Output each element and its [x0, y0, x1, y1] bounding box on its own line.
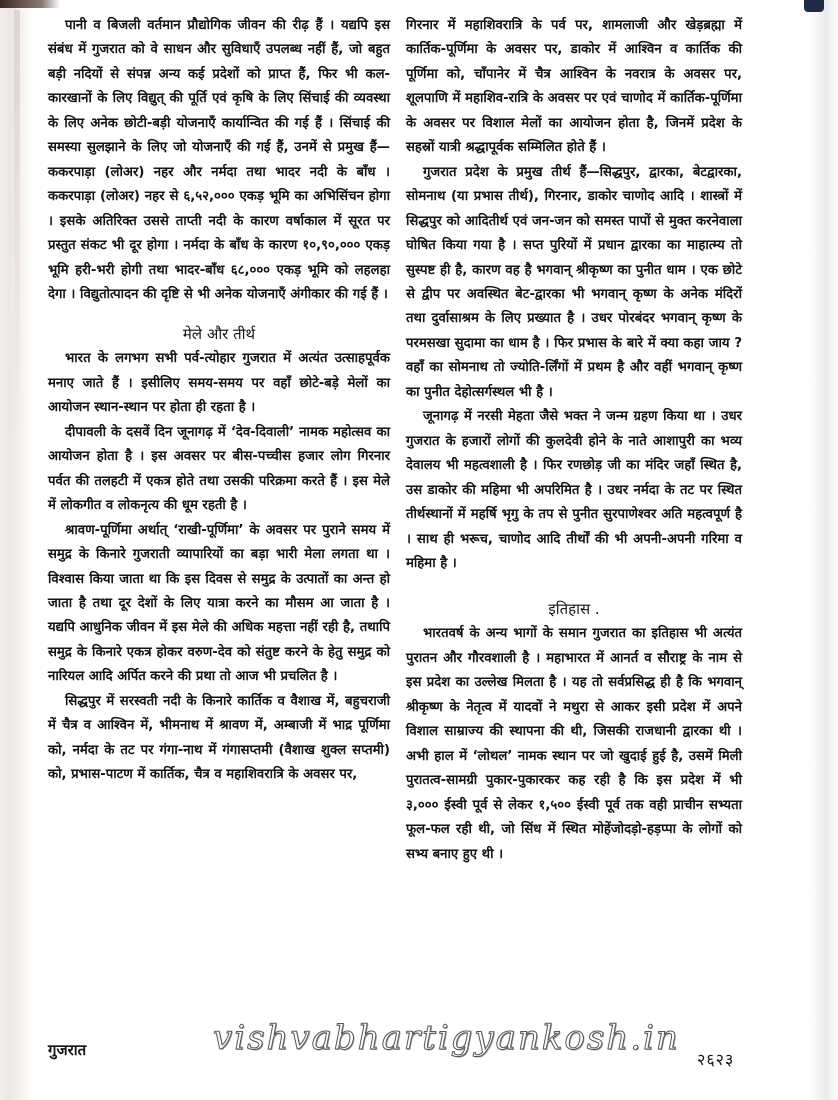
scan-corner-top-right	[804, 0, 824, 12]
section-heading-fairs-pilgrimages: मेले और तीर्थ	[182, 325, 256, 344]
paragraph-fair-locations: सिद्धपुर में सरस्वती नदी के किनारे कार्तिक व वैशाख में, बहुचराजी में चैत्र व आश्विन में, भीमनाथ में श्रावण में, अम्बाजी में भाद्र पूर्णिमा को, नर्मदा के तट पर गंगा-नाथ में गंगासप्तमी (वैशाख शुक्ल सप्तमी) को, प्रभास-पाटण में कार्तिक, चैत्र व महाशिवरात्रि के अवसर पर,	[48, 693, 390, 783]
scan-right-edge	[808, 0, 838, 1100]
paragraph-history: भारतवर्ष के अन्य भागों के समान गुजरात का इतिहास भी अत्यंत पुरातन और गौरवशाली है । महाभारत में आनर्त व सौराष्ट्र के नाम से इस प्रदेश का उल्लेख मिलता है । यह तो सर्वप्रसिद्ध ही है कि भगवान् श्रीकृष्ण के नेतृत्व में यादवों ने मथुरा से आकर इसी प्रदेश में अपने विशाल साम्राज्य की स्थापना की थी, जिसकी राजधानी द्वारका थी । अभी हाल में ‘लोथल’ नामक स्थान पर जो खुदाई हुई है, उसमें मिली पुरातत्व-सामग्री पुकार-पुकारकर कह रही है कि इस प्रदेश में भी ३,००० ईस्वी पूर्व से लेकर १,५०० ईस्वी पूर्व तक वही प्राचीन सभ्यता फूल-फल रही थी, जो सिंध में स्थित मोहेंजोदड़ो-हड़प्पा के लोगों को सभ्य बनाए हुए थी ।	[406, 626, 742, 862]
right-column	[406, 14, 742, 867]
paragraph-junagadh: जूनागढ़ में नरसी मेहता जैसे भक्त ने जन्म ग्रहण किया था । उधर गुजरात के हजारों लोगों की कुलदेवी होने के नाते आशापुरी का भव्य देवालय भी महत्वशाली है । फिर रणछोड़ जी का मंदिर जहाँ स्थित है, उस डाकोर की महिमा भी अपरिमित है । उधर नर्मदा के तट पर स्थित तीर्थस्थानों में महर्षि भृगु के तप से पुनीत सुरपाणेश्वर अति महत्वपूर्ण है । साथ ही भरूच, चाणोद आदि तीर्थों की भी अपनी-अपनी गरिमा व महिमा है ।	[406, 409, 742, 571]
paragraph-major-pilgrimages: गुजरात प्रदेश के प्रमुख तीर्थ हैं—सिद्धपुर, द्वारका, बेटद्वारका, सोमनाथ (या प्रभास तीर्थ), गिरनार, डाकोर चाणोद आदि । शास्त्रों में सिद्धपुर को आदितीर्थ एवं जन-जन को समस्त पापों से मुक्त करनेवाला घोषित किया गया है । सप्त पुरियों में प्रधान द्वारका का माहात्म्य तो सुस्पष्ट ही है, कारण वह है भगवान् श्रीकृष्ण का पुनीत धाम । एक छोटे से द्वीप पर अवस्थित बेट-द्वारका भी भगवान् कृष्ण के अनेक मंदिरों तथा दुर्वासाश्रम के लिए प्रख्यात है । उधर पोरबंदर भगवान् कृष्ण के परमसखा सुदामा का धाम है । फिर प्रभास के बारे में क्या कहा जाय ? वहाँ का सोमनाथ तो ज्योति-र्लिंगों में प्रथम है और वहीं भगवान् कृष्ण का पुनीत देहोत्सर्गस्थल भी है ।	[406, 164, 742, 400]
section-heading-history: इतिहास .	[548, 600, 600, 619]
scan-corner-top-left	[0, 0, 60, 8]
paragraph-fair-locations-continued: गिरनार में महाशिवरात्रि के पर्व पर, शामलाजी और खेड़ब्रह्मा में कार्तिक-पूर्णिमा के अवसर पर, डाकोर में आश्विन व कार्तिक की पूर्णिमा को, चाँपानेर में चैत्र आश्विन के नवरात्र के अवसर पर, शूलपाणि में महाशिव-रात्रि के अवसर पर एवं चाणोद में कार्तिक-पूर्णिमा के अवसर पर विशाल मेलों का आयोजन होता है, जिनमें प्रदेश के सहस्रों यात्री श्रद्धापूर्वक सम्मिलित होते हैं ।	[406, 18, 742, 156]
paragraph-rakhi-purnima: श्रावण-पूर्णिमा अर्थात् ‘राखी-पूर्णिमा’ के अवसर पर पुराने समय में समुद्र के किनारे गुजराती व्यापारियों का बड़ा भारी मेला लगता था । विश्वास किया जाता था कि इस दिवस से समुद्र के उत्पातों का अन्त हो जाता है तथा दूर देशों के लिए यात्रा करने का मौसम आ जाता है । यद्यपि आधुनिक जीवन में इस मेले की अधिक महत्ता नहीं रही है, तथापि समुद्र के किनारे एकत्र होकर वरुण-देव को संतुष्ट करने के हेतु समुद्र को नारियल आदि अर्पित करने की प्रथा तो आज भी प्रचलित है ।	[48, 522, 390, 685]
page-number: २६२३	[697, 1050, 735, 1069]
scan-left-shadow	[14, 10, 20, 430]
site-watermark: vishvabhartigyankosh.in	[213, 1018, 680, 1058]
running-footer-title: गुजरात	[48, 1041, 87, 1059]
left-column	[48, 14, 390, 788]
paragraph-water-electricity: पानी व बिजली वर्तमान प्रौद्योगिक जीवन की रीढ़ हैं । यद्यपि इस संबंध में गुजरात को वे साधन और सुविधाएँ उपलब्ध नहीं हैं, जो बहुत बड़ी नदियों से संपन्न अन्य कई प्रदेशों को प्राप्त हैं, फिर भी कल-कारखानों के लिए विद्युत् की पूर्ति एवं कृषि के लिए सिंचाई की व्यवस्था के लिए अनेक छोटी-बड़ी योजनाएँ कार्यान्वित की गई हैं । सिंचाई की समस्या सुलझाने के लिए जो योजनाएँ की गई हैं, उनमें से प्रमुख हैं—ककरपाड़ा (लोअर) नहर और नर्मदा तथा भादर नदी के बाँध । ककरपाड़ा (लोअर) नहर से ६,५२,००० एकड़ भूमि का अभिसिंचन होगा । इसके अतिरिक्त उससे ताप्ती नदी के कारण वर्षाकाल में सूरत पर प्रस्तुत संकट भी दूर होगा । नर्मदा के बाँध के कारण १०,९०,००० एकड़ भूमि हरी-भरी होगी तथा भादर-बाँध ६८,००० एकड़ भूमि को लहलहा देगा । विद्युतोत्पादन की दृष्टि से भी अनेक योजनाएँ अंगीकार की गई हैं ।	[48, 18, 390, 302]
paragraph-festivals: भारत के लगभग सभी पर्व-त्योहार गुजरात में अत्यंत उत्साहपूर्वक मनाए जाते हैं । इसीलिए समय-समय पर वहाँ छोटे-बड़े मेलों का आयोजन स्थान-स्थान पर होता ही रहता है ।	[48, 351, 390, 416]
paragraph-dev-diwali: दीपावली के दसवें दिन जूनागढ़ में ‘देव-दिवाली’ नामक महोत्सव का आयोजन होता है । इस अवसर पर बीस-पच्चीस हजार लोग गिरनार पर्वत की तलहटी में एकत्र होते तथा उसकी परिक्रमा करते हैं । इस मेले में लोकगीत व लोकनृत्य की धूम रहती है ।	[48, 424, 390, 514]
